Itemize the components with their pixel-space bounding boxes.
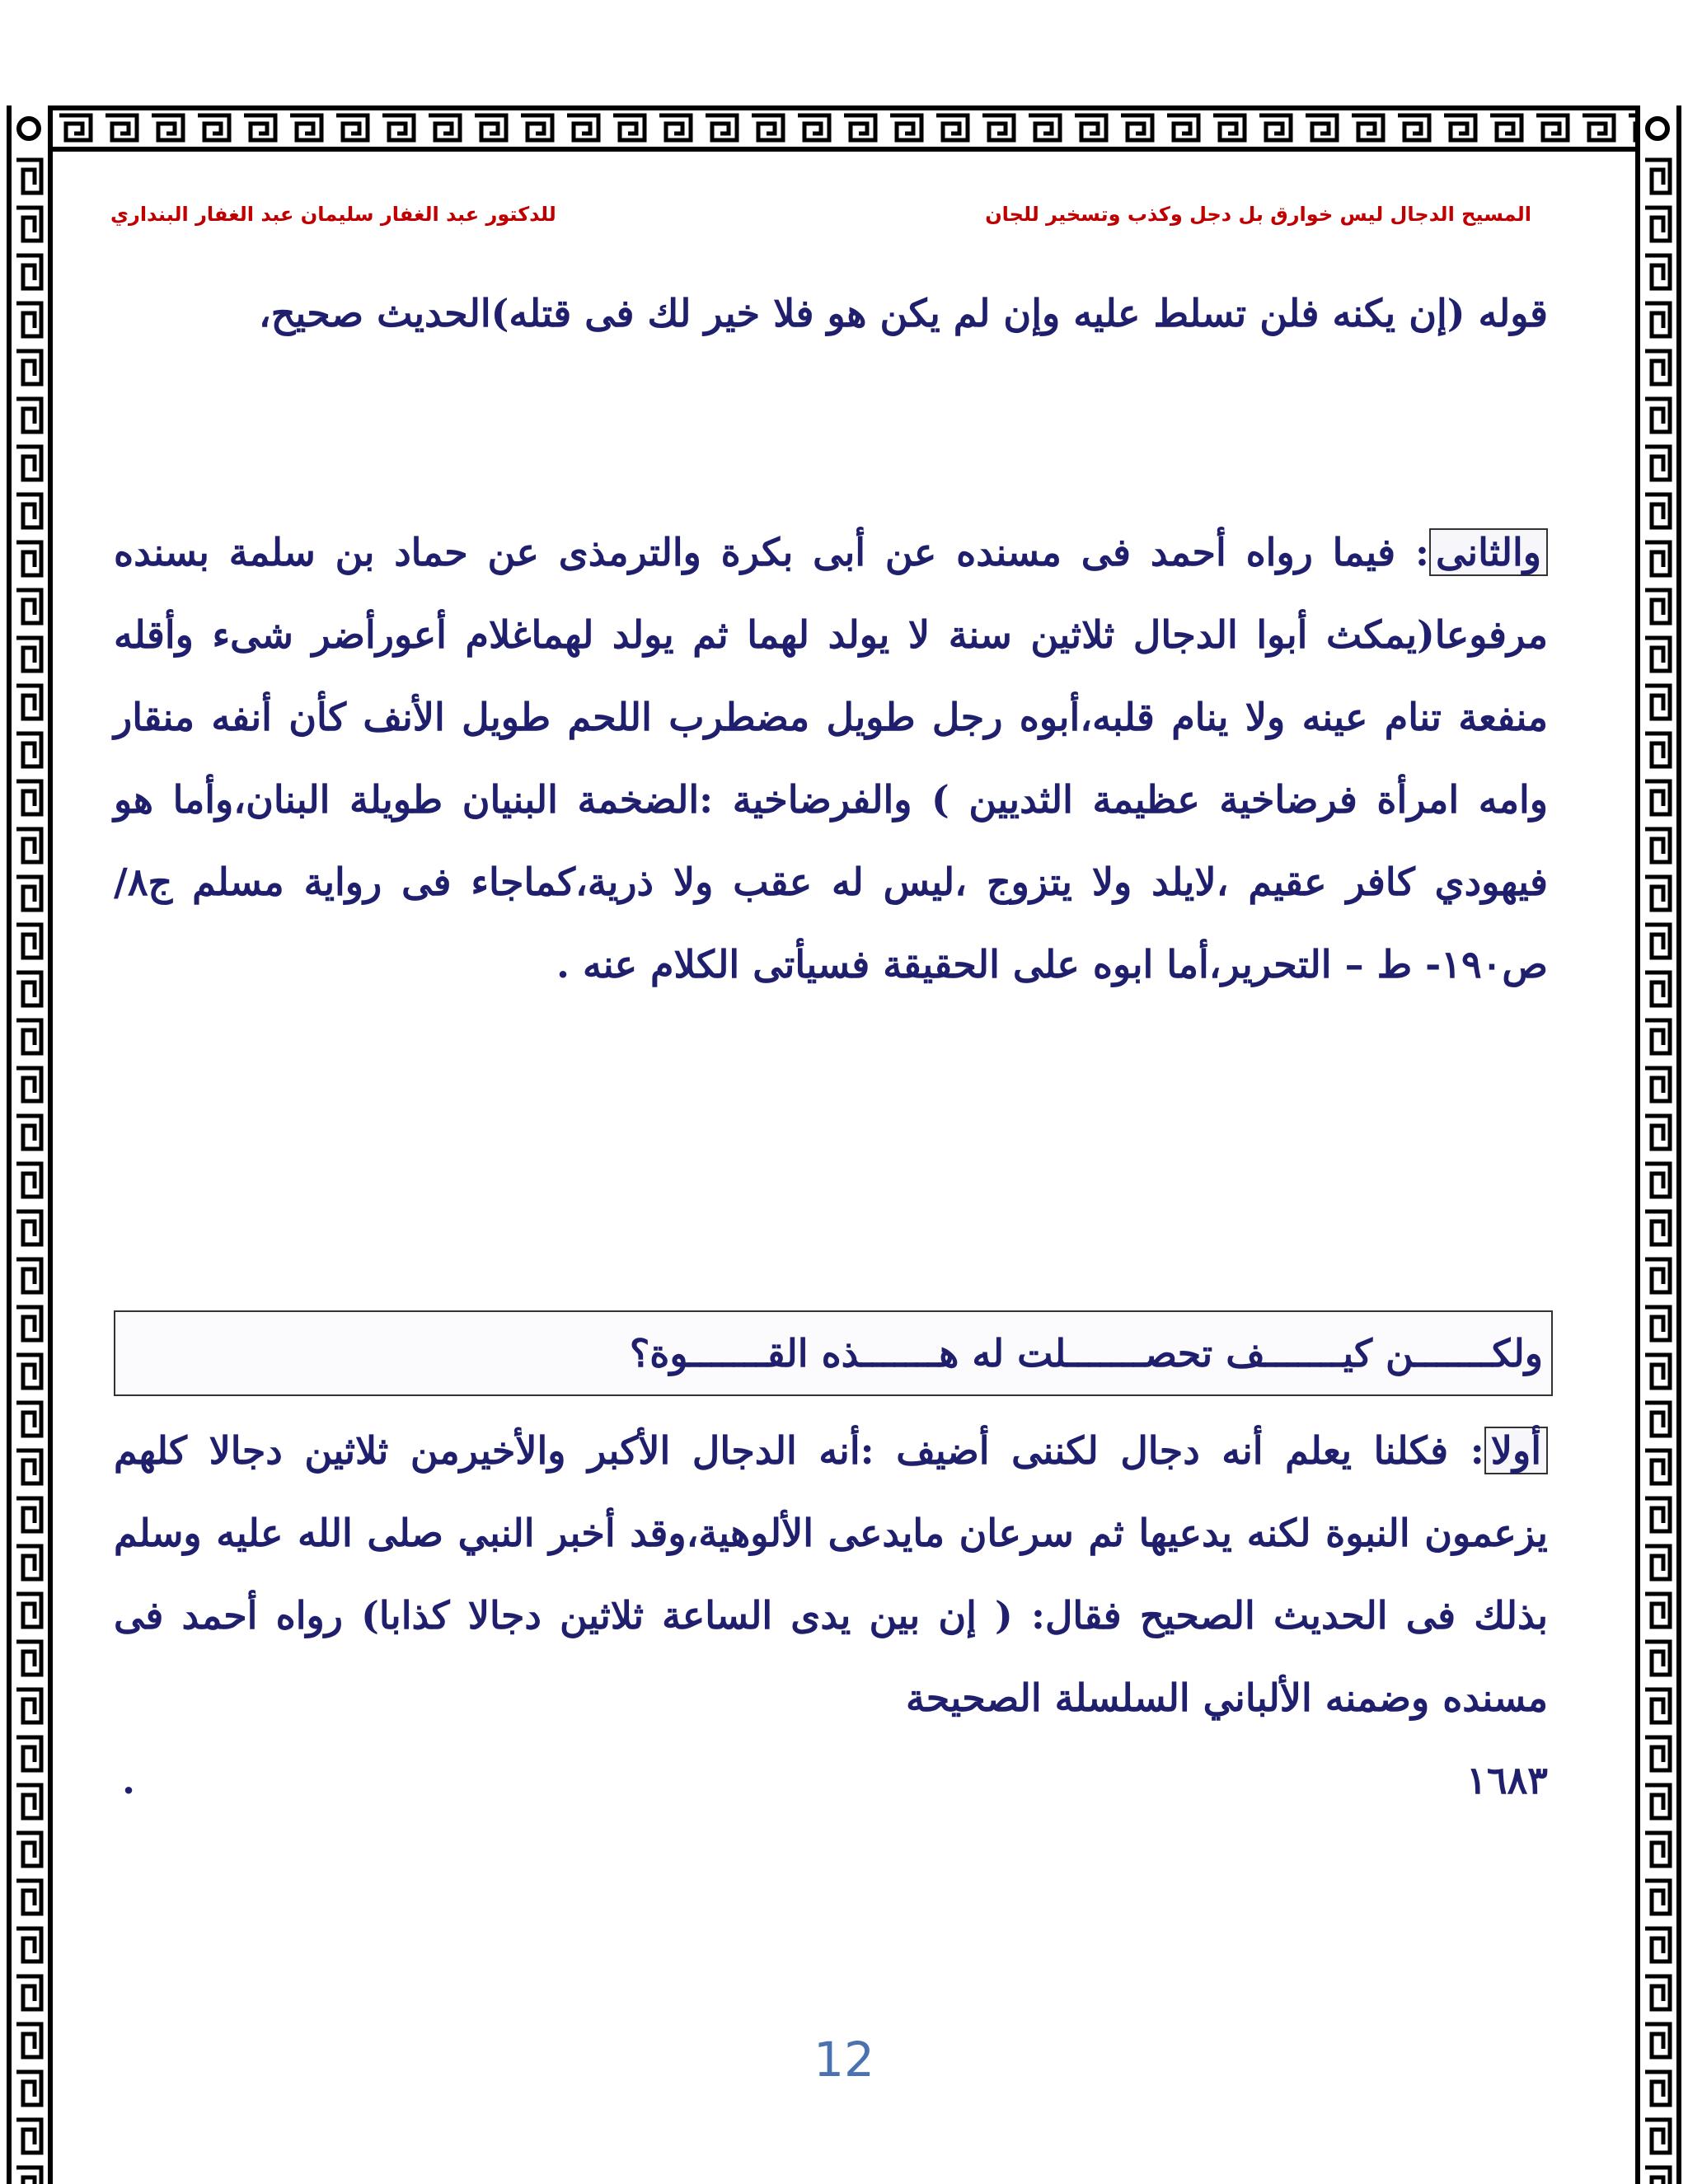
paragraph-2-label: والثانى [1429, 528, 1548, 576]
corner-ornament-left [16, 116, 41, 141]
question-heading [114, 1310, 1548, 1396]
reference-number: ١٦٨٣ [1466, 1758, 1548, 1802]
question-text: ولكـــــــن كيـــــــف تحصـــــــلت له هـــــــذه القـــــــوة؟ [114, 1310, 1553, 1396]
paragraph-1-text: قوله (إن يكنه فلن تسلط عليه وإن لم يكن هو فلا خير لك فى قتله)الحديث صحيح، [258, 291, 1548, 335]
paragraph-3-text: : فكلنا يعلم أنه دجال لكننى أضيف :أنه الدجال الأكبر والأخيرمن ثلاثين دجالا كلهم يزعمون النبوة لكنه يدعيها ثم سرعان مايدعى الألوهية،وقد أخبر النبي صلى الله عليه وسلم بذلك فى الحديث الصحيح فقال: ( إن بين يدى الساعة ثلاثين دجالا كذابا) رواه أحمد فى مسنده وضمنه الألباني السلسلة الصحيحة [114, 1428, 1548, 1720]
paragraph-1 [114, 272, 1548, 354]
paragraph-3-label: أولا [1484, 1427, 1548, 1474]
border-left [7, 105, 53, 2184]
running-header [99, 203, 1589, 236]
page-number: 12 [814, 2032, 874, 2088]
trailing-dot: . [122, 1758, 136, 1802]
border-right [1635, 105, 1681, 2184]
corner-ornament-right [1645, 116, 1670, 141]
border-top [7, 105, 1681, 152]
paragraph-2-text: : فيما رواه أحمد فى مسنده عن أبى بكرة والترمذى عن حماد بن سلمة بسنده مرفوعا(يمكث أبوا الدجال ثلاثين سنة لا يولد لهما ثم يولد لهماغلام أعورأضر شىء وأقله منفعة تنام عينه ولا ينام قلبه،أبوه رجل طويل مضطرب اللحم طويل الأنف كأن أنفه منقار وامه امرأة فرضاخية عظيمة الثديين ) والفرضاخية :الضخمة البنيان طويلة البنان،وأما هو فيهودي كافر عقيم ،لايلد ولا يتزوج ،ليس له عقب ولا ذرية،كماجاء فى رواية مسلم ج٨/ص١٩٠- ط – التحرير،أما ابوه على الحقيقة فسيأتى الكلام عنه . [114, 530, 1548, 987]
document-page [99, 165, 1589, 2159]
paragraph-3 [114, 1409, 1548, 1821]
paragraph-3-end [114, 1739, 1548, 1821]
book-title: المسيح الدجال ليس خوارق بل دجل وكذب وتسخير للجان [985, 203, 1531, 226]
paragraph-2 [114, 511, 1548, 1005]
author-name: للدكتور عبد الغفار سليمان عبد الغفار البنداري [110, 203, 556, 226]
